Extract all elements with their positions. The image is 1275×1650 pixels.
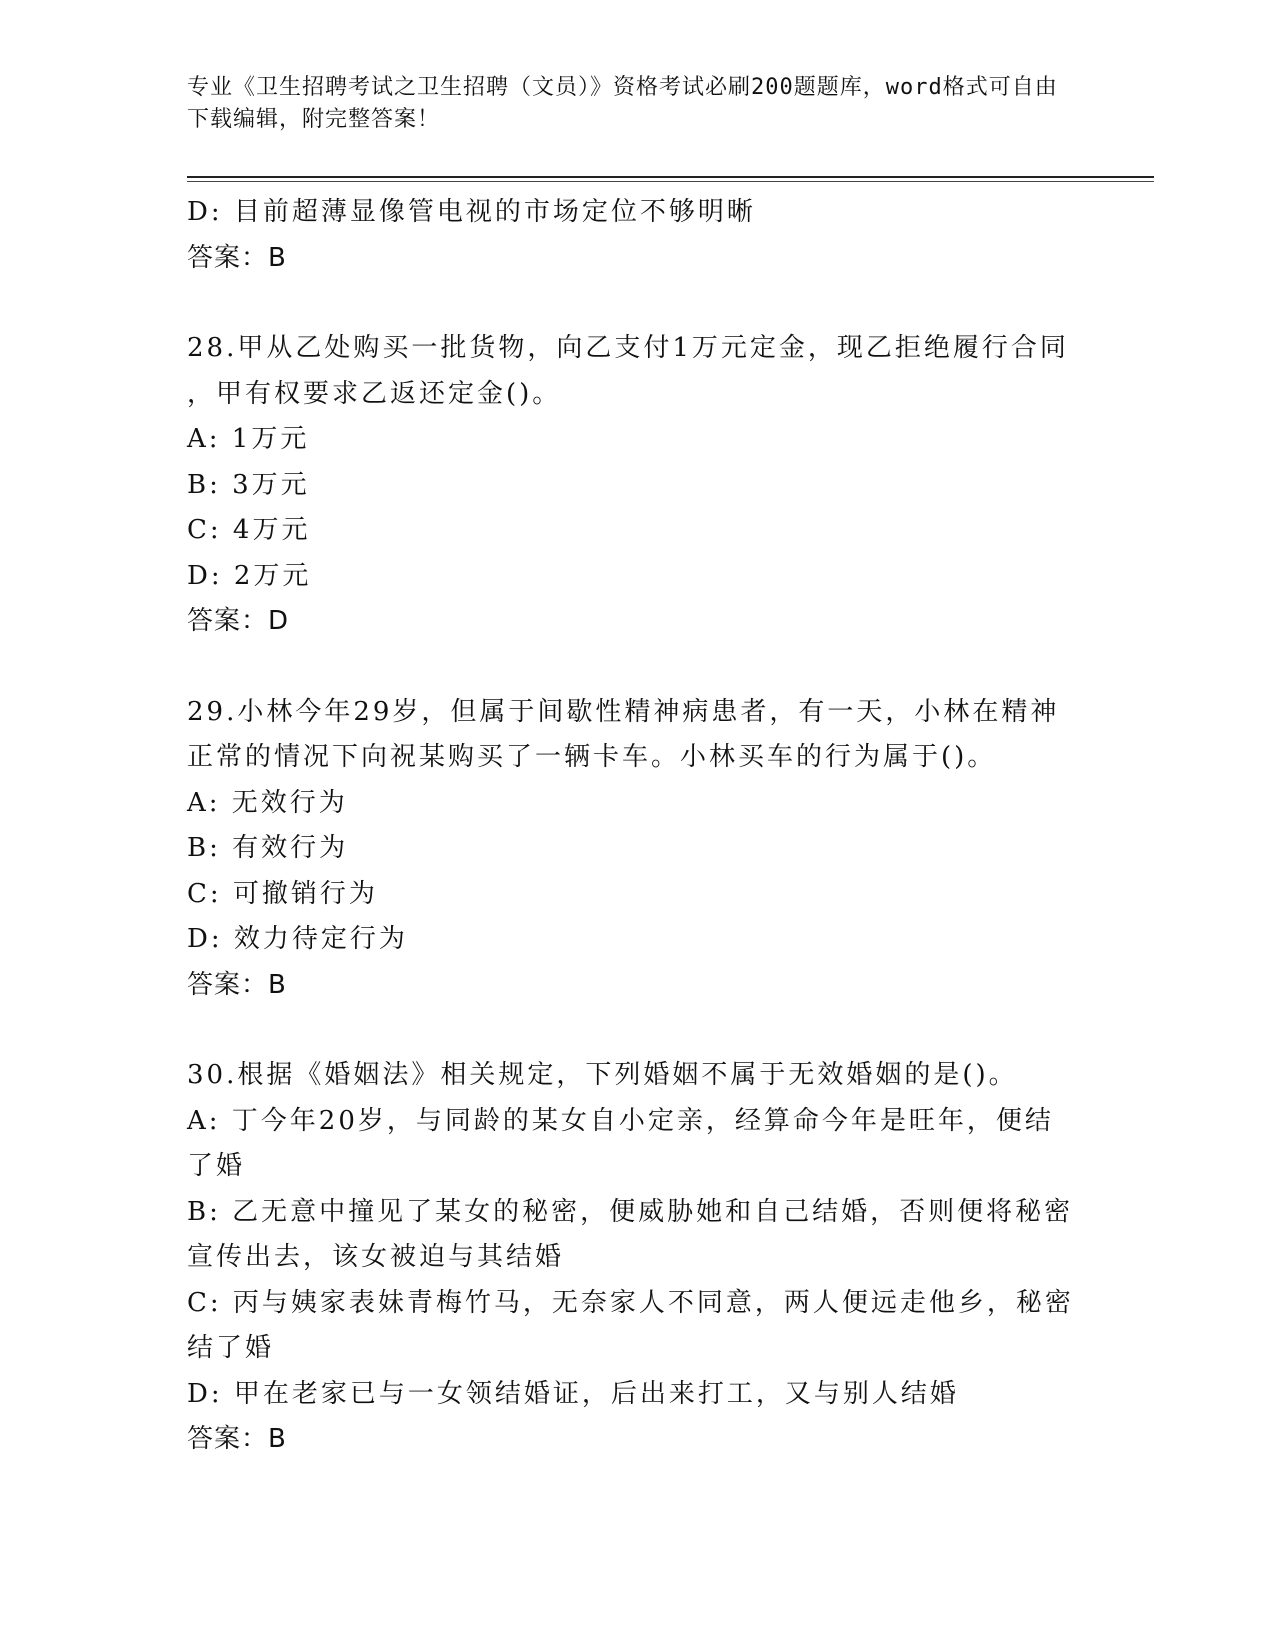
document-header [187, 72, 1067, 136]
option-b-continued: 宣传出去，该女被迫与其结婚 [187, 1242, 565, 1272]
question-stem: 28.甲从乙处购买一批货物，向乙支付1万元定金，现乙拒绝履行合同 [187, 333, 1069, 363]
question-stem-continued: ，甲有权要求乙返还定金()。 [187, 378, 562, 409]
option-c: C: 可撤销行为 [187, 878, 378, 909]
answer-line: 答案：B [187, 969, 287, 1000]
header-rule-thick [187, 176, 1154, 178]
option-a: A: 1万元 [187, 424, 310, 454]
option-a: A: 丁今年20岁，与同龄的某女自小定亲，经算命今年是旺年，便结 [187, 1105, 1054, 1136]
document-body [187, 190, 1087, 1463]
option-c: C: 丙与姨家表妹青梅竹马，无奈家人不同意，两人便远走他乡，秘密 [187, 1287, 1074, 1318]
option-d: D: 甲在老家已与一女领结婚证，后出来打工，又与别人结婚 [187, 1378, 959, 1409]
option-d: D: 2万元 [187, 560, 312, 591]
option-a: A: 无效行为 [187, 787, 348, 818]
question-stem: 30.根据《婚姻法》相关规定，下列婚姻不属于无效婚姻的是()。 [187, 1060, 1018, 1090]
option-c-continued: 结了婚 [187, 1333, 275, 1363]
question-stem-continued: 正常的情况下向祝某购买了一辆卡车。小林买车的行为属于()。 [187, 742, 997, 772]
previous-question-tail [187, 190, 1087, 281]
option-b: B: 有效行为 [187, 833, 349, 863]
header-rule-thin [187, 181, 1154, 182]
question-29 [187, 690, 1087, 1009]
header-text: 专业《卫生招聘考试之卫生招聘（文员）》资格考试必刷200题题库，word格式可自由下载编辑，附完整答案！ [187, 75, 1058, 132]
option-a-continued: 了婚 [187, 1151, 246, 1181]
spacer [187, 1008, 1087, 1053]
answer-line: 答案：D [187, 606, 290, 636]
question-30 [187, 1053, 1087, 1463]
option-d: D: 目前超薄显像管电视的市场定位不够明晰 [187, 197, 756, 227]
option-b: B: 乙无意中撞见了某女的秘密，便威胁她和自己结婚，否则便将秘密 [187, 1196, 1074, 1227]
option-d: D: 效力待定行为 [187, 924, 408, 954]
answer-line: 答案：B [187, 1424, 287, 1454]
option-b: B: 3万元 [187, 469, 310, 500]
option-c: C: 4万元 [187, 515, 311, 545]
spacer [187, 281, 1087, 326]
answer-line: 答案：B [187, 242, 287, 273]
question-28 [187, 326, 1087, 645]
spacer [187, 645, 1087, 690]
question-stem: 29.小林今年29岁，但属于间歇性精神病患者，有一天，小林在精神 [187, 696, 1060, 727]
